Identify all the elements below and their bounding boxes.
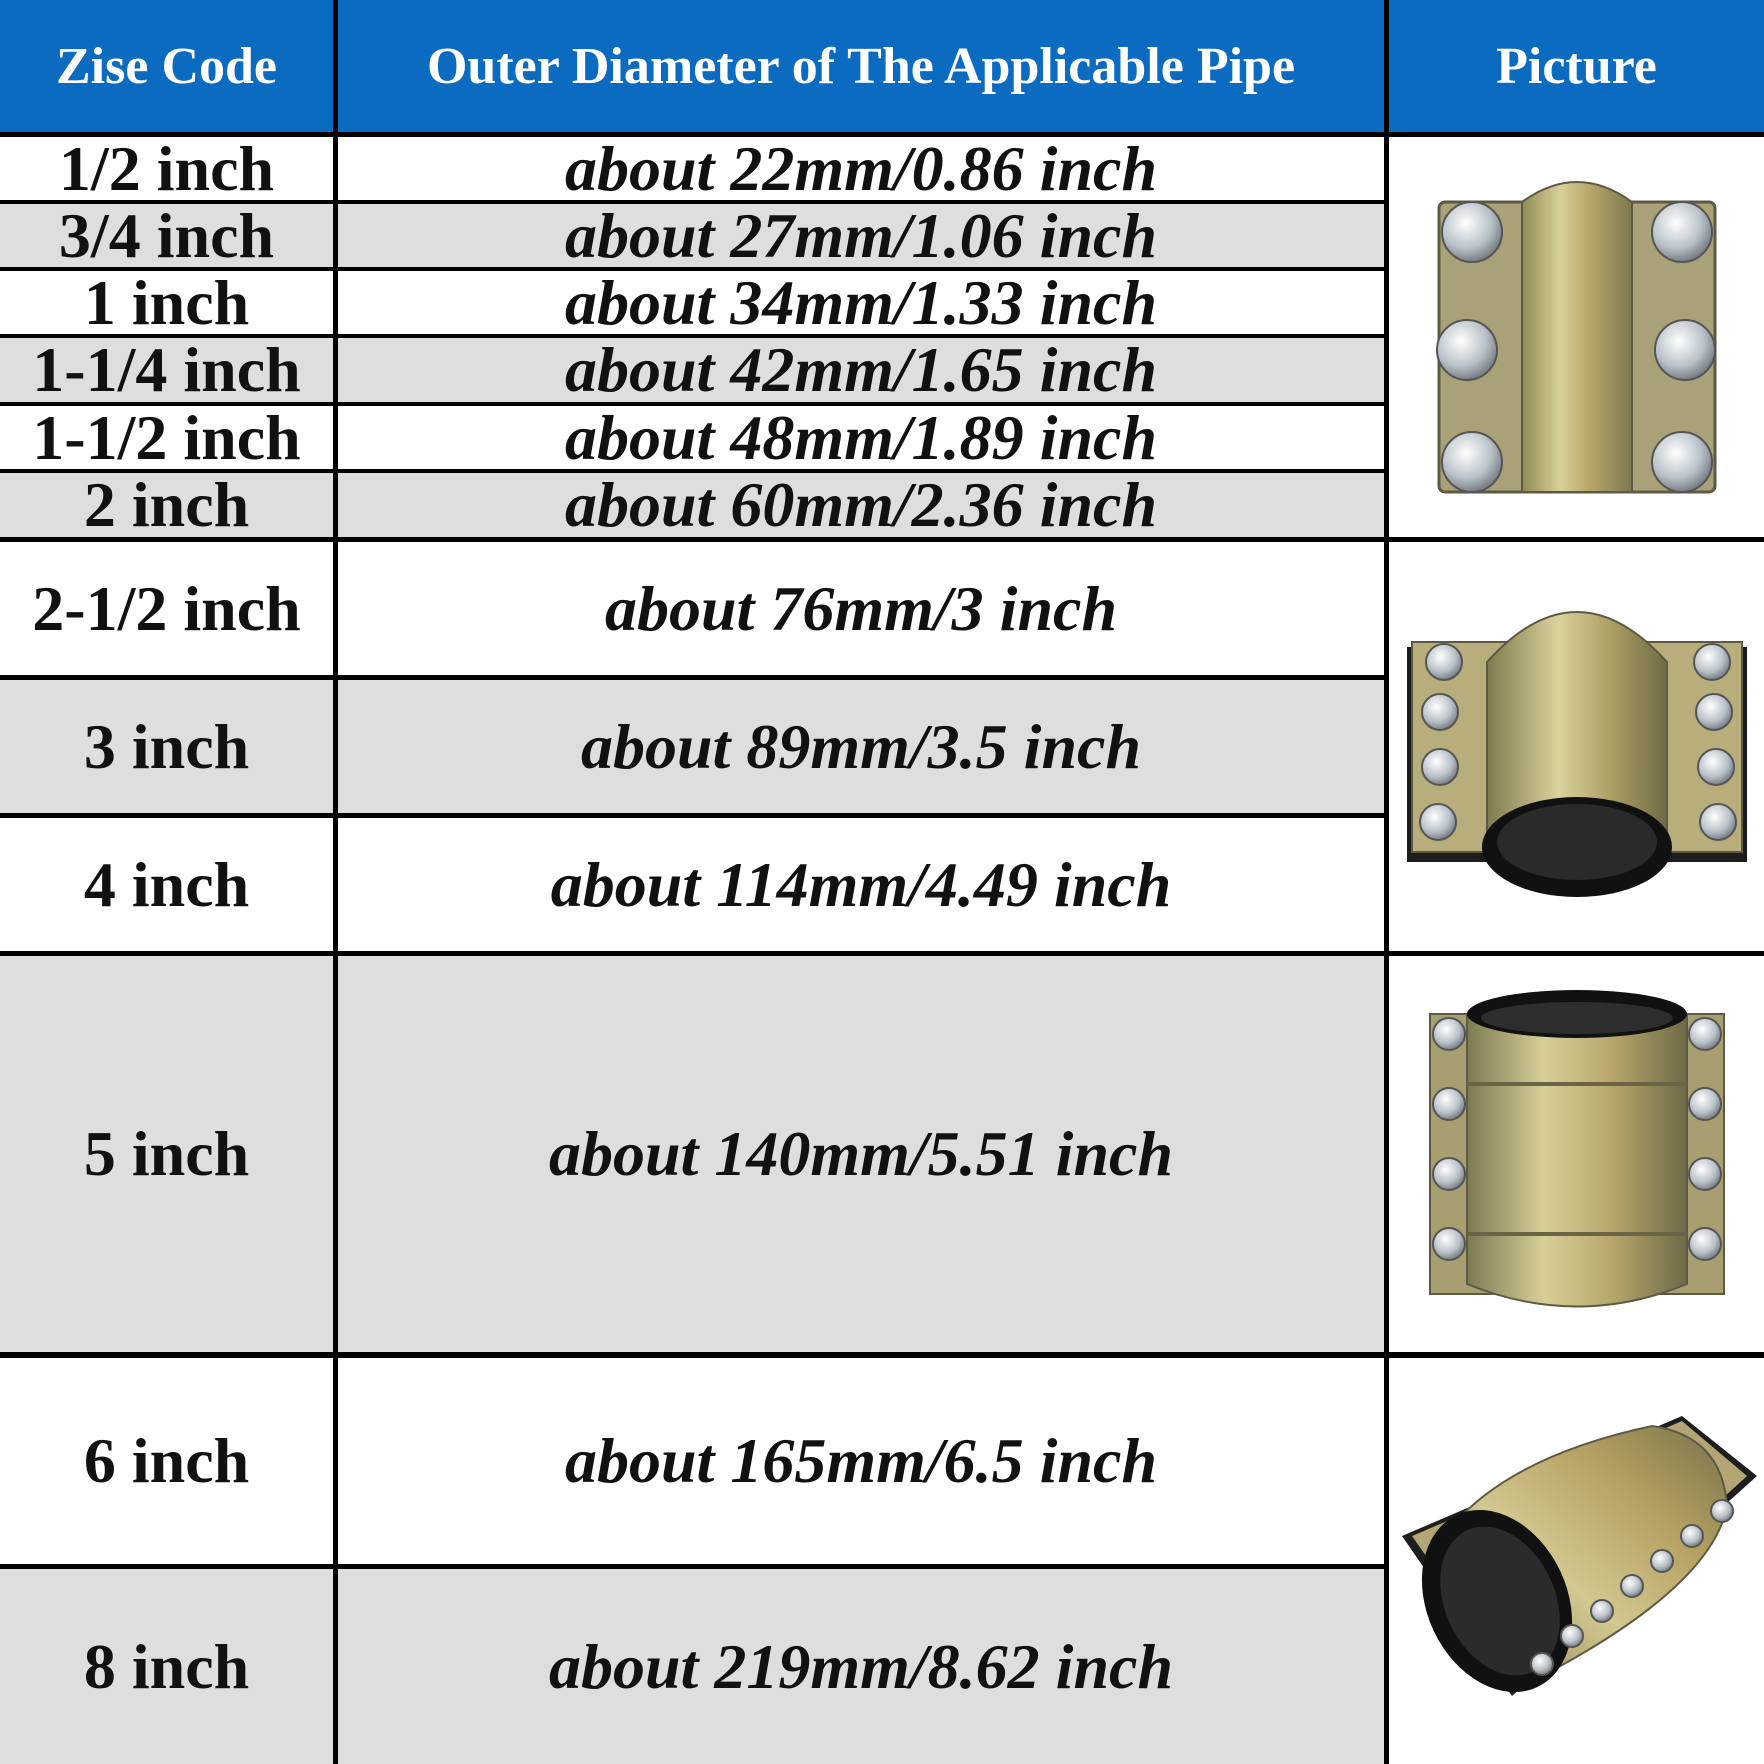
header-outer-diameter: Outer Diameter of The Applicable Pipe <box>338 0 1384 132</box>
row-9-size: 4 inch <box>0 818 333 951</box>
row-4-diameter: about 42mm/1.65 inch <box>338 338 1384 402</box>
row-3-diameter: about 34mm/1.33 inch <box>338 271 1384 334</box>
medium-pipe-clamp-icon <box>1402 582 1752 912</box>
row-12-diameter: about 219mm/8.62 inch <box>338 1569 1384 1764</box>
row-7-size: 2-1/2 inch <box>0 542 333 675</box>
header-picture: Picture <box>1389 0 1764 132</box>
row-2-size: 3/4 inch <box>0 204 333 267</box>
row-5-size: 1-1/2 inch <box>0 406 333 469</box>
row-7-diameter: about 76mm/3 inch <box>338 542 1384 675</box>
row-10-size: 5 inch <box>0 956 333 1352</box>
row-3-size: 1 inch <box>0 271 333 334</box>
large-pipe-clamp-icon <box>1422 984 1732 1324</box>
row-8-diameter: about 89mm/3.5 inch <box>338 680 1384 813</box>
row-11-diameter: about 165mm/6.5 inch <box>338 1358 1384 1564</box>
row-11-size: 6 inch <box>0 1358 333 1564</box>
picture-xlarge-clamp <box>1389 1358 1764 1764</box>
row-1-diameter: about 22mm/0.86 inch <box>338 137 1384 200</box>
header-size-code: Zise Code <box>0 0 333 132</box>
row-9-diameter: about 114mm/4.49 inch <box>338 818 1384 951</box>
row-2-diameter: about 27mm/1.06 inch <box>338 204 1384 267</box>
row-10-diameter: about 140mm/5.51 inch <box>338 956 1384 1352</box>
xlarge-pipe-clamp-icon <box>1392 1396 1762 1726</box>
picture-large-clamp <box>1389 956 1764 1352</box>
picture-medium-clamp <box>1389 542 1764 951</box>
row-12-size: 8 inch <box>0 1569 333 1764</box>
row-4-size: 1-1/4 inch <box>0 338 333 402</box>
row-6-size: 2 inch <box>0 473 333 537</box>
row-5-diameter: about 48mm/1.89 inch <box>338 406 1384 469</box>
row-8-size: 3 inch <box>0 680 333 813</box>
row-6-diameter: about 60mm/2.36 inch <box>338 473 1384 537</box>
row-1-size: 1/2 inch <box>0 137 333 200</box>
small-pipe-clamp-icon <box>1427 162 1727 512</box>
picture-small-clamp <box>1389 137 1764 537</box>
